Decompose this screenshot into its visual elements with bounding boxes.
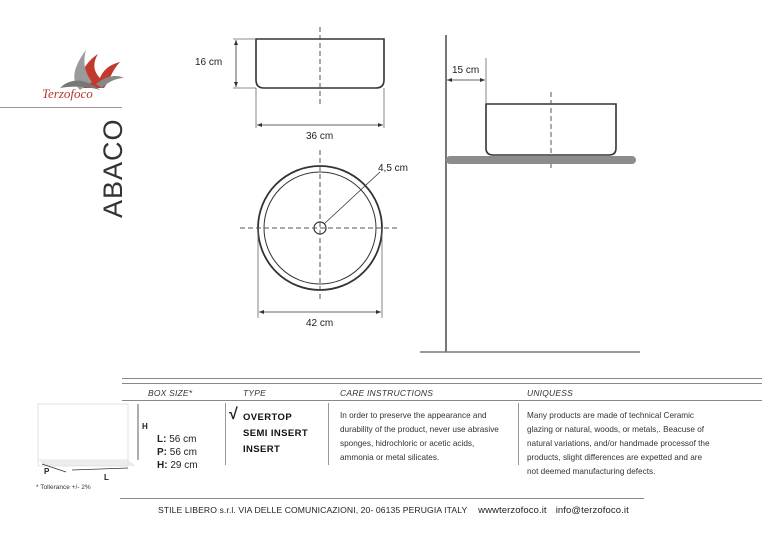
l-label: L: — [157, 434, 167, 445]
type-option-overtop: OVERTOP — [243, 412, 293, 423]
care-separator — [328, 403, 329, 465]
drain-label: 4,5 cm — [378, 163, 409, 174]
care-instructions: In order to preserve the appearance and durability of the product, never use abrasive sponges, hidrochloric or acetic acids, ammonia or metal silicates. — [340, 411, 499, 462]
uniquess-text: Many products are made of technical Ceramic glazing or natural, woods, or metals,. Beacuse of natural variations, and/or handmade processof the products, slight differences are expetted and are not deemed manufacturing defects. — [527, 411, 710, 476]
diameter-label: 42 cm — [306, 318, 334, 329]
p-label: P: — [157, 447, 167, 458]
spec-top-rule-2 — [122, 383, 762, 384]
p-value: 56 cm — [169, 447, 198, 458]
h-label: H: — [157, 460, 168, 471]
footer-email-link[interactable]: info@terzofoco.it — [555, 505, 629, 516]
type-option-semi-insert: SEMI INSERT — [243, 428, 309, 439]
type-separator — [225, 403, 226, 465]
type-option-insert: INSERT — [243, 444, 281, 455]
header-uniquess: UNIQUESS — [527, 388, 573, 398]
tolerance-note: * Tollerance +/- 2% — [36, 484, 91, 491]
wall-offset-label: 15 cm — [452, 65, 480, 76]
box-p-axis: P — [44, 467, 50, 476]
uniq-separator — [518, 403, 519, 465]
spec-top-rule — [122, 378, 762, 379]
footer-website-link[interactable]: wwwterzofoco.it — [478, 505, 547, 516]
box-dimensions — [157, 433, 198, 472]
header-type: TYPE — [243, 388, 267, 398]
shelf — [446, 156, 636, 164]
box-h-axis: H — [142, 422, 148, 431]
header-box-size: BOX SIZE* — [148, 388, 193, 398]
side-width-label: 36 cm — [306, 131, 334, 142]
h-value: 29 cm — [170, 460, 198, 471]
type-options — [243, 410, 308, 458]
side-height-label: 16 cm — [195, 57, 223, 68]
l-value: 56 cm — [169, 434, 197, 445]
footer — [158, 505, 629, 516]
logo-text: Terzofoco — [42, 86, 93, 101]
product-name: ABACO — [98, 118, 128, 218]
box-l-axis: L — [104, 473, 109, 482]
header-care: CARE INSTRUCTIONS — [340, 388, 434, 398]
footer-address: STILE LIBERO s.r.l. VIA DELLE COMUNICAZIONI, 20- 06135 PERUGIA ITALY — [158, 505, 468, 515]
footer-rule — [120, 498, 644, 499]
check-mark: √ — [229, 406, 238, 423]
drain-leader-line — [324, 172, 380, 224]
spec-header-rule — [122, 400, 762, 401]
